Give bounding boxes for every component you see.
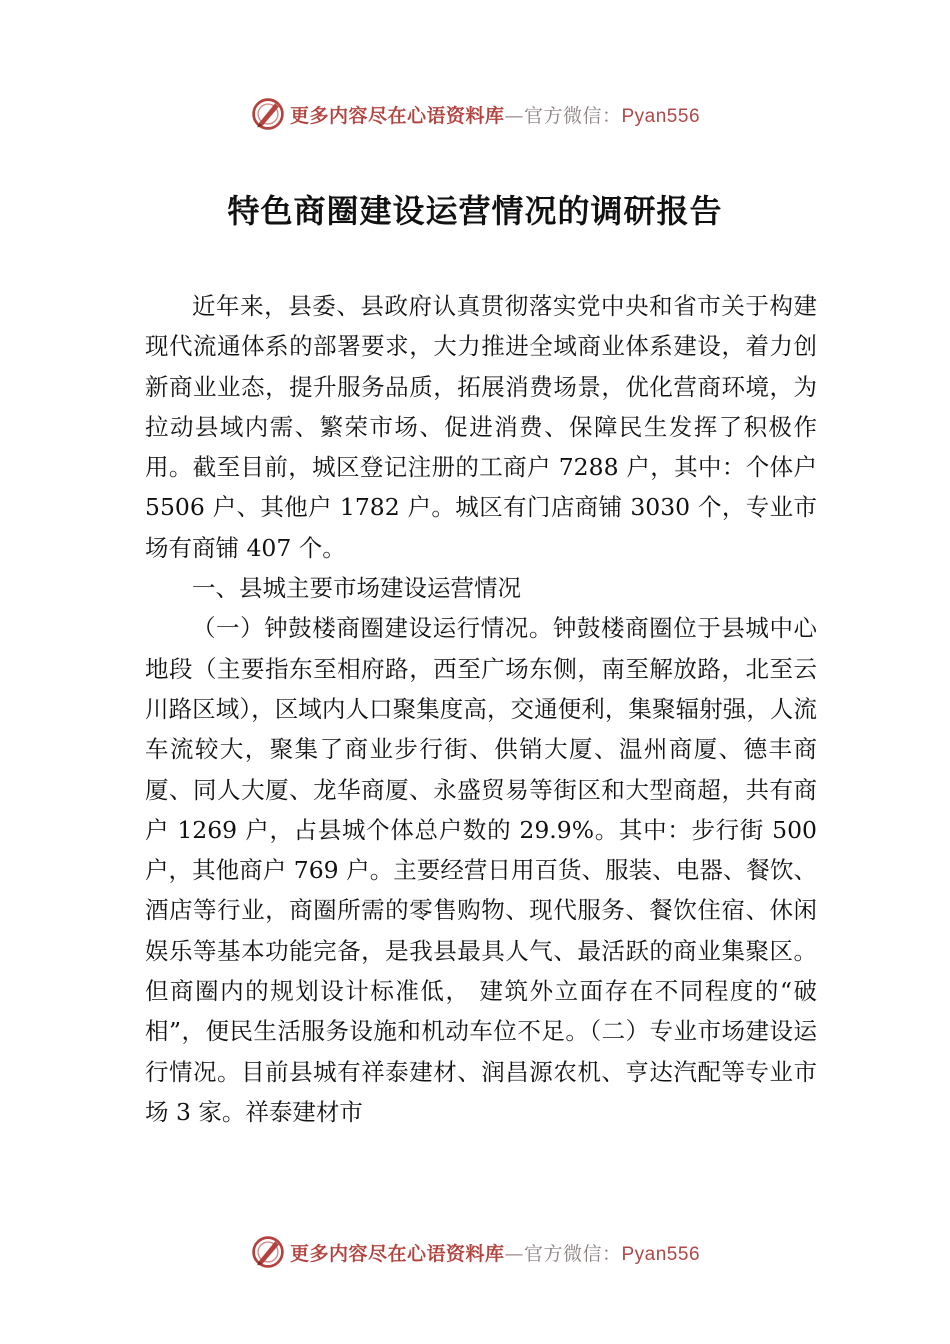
paragraph-intro: 近年来，县委、县政府认真贯彻落实党中央和省市关于构建现代流通体系的部署要求，大力推进全域商业体系建设，着力创新商业业态，提升服务品质，拓展消费场景，优化营商环境，为拉动县域内需、繁荣市场、促进消费、保障民生发挥了积极作用。截至目前，城区登记注册的工商户 7288 户，其中：个体户 5506 户、其他户 1782 户。城区有门店商铺 3030 个，专业市场有商铺 407 个。 bbox=[145, 292, 817, 562]
watermark-wechat-id: Pyan556 bbox=[621, 105, 701, 127]
watermark-separator: — bbox=[504, 104, 524, 127]
watermark-separator: — bbox=[504, 1242, 524, 1265]
watermark-wechat-id: Pyan556 bbox=[621, 1243, 701, 1265]
watermark-official-label: 官方微信： bbox=[523, 104, 622, 127]
pen-logo-icon bbox=[250, 96, 286, 132]
footer-watermark bbox=[0, 1232, 950, 1272]
watermark-official-label: 官方微信： bbox=[523, 1242, 622, 1265]
paragraph-zhonggulou: （一）钟鼓楼商圈建设运行情况。钟鼓楼商圈位于县城中心地段（主要指东至相府路，西至广场东侧，南至解放路，北至云川路区域），区域内人口聚集度高，交通便利，集聚辐射强，人流车流较大，聚集了商业步行街、供销大厦、温州商厦、德丰商厦、同人大厦、龙华商厦、永盛贸易等街区和大型商超，共有商户 1269 户，占县城个体总户数的 29.9%。其中：步行街 500 户，其他商户 769 户。主要经营日用百货、服装、电器、餐饮、酒店等行业，商圈所需的零售购物、现代服务、餐饮住宿、休闲娱乐等基本功能完备，是我县最具人气、最活跃的商业集聚区。但商圈内的规划设计标准低， 建筑外立面存在不同程度的“破相”，便民生活服务设施和机动车位不足。（二）专业市场建设运行情况。目前县城有祥泰建材、润昌源农机、亨达汽配等专业市场 3 家。祥泰建材市 bbox=[145, 614, 817, 1126]
document-title: 特色商圈建设运营情况的调研报告 bbox=[227, 192, 723, 230]
section-heading-1: 一、县城主要市场建设运营情况 bbox=[192, 574, 521, 603]
watermark-brand: 更多内容尽在心语资料库 bbox=[289, 104, 505, 127]
watermark-text bbox=[290, 101, 700, 128]
pen-logo-icon bbox=[250, 1234, 286, 1270]
header-watermark bbox=[0, 94, 950, 134]
document-body bbox=[145, 286, 817, 1132]
watermark-brand: 更多内容尽在心语资料库 bbox=[289, 1242, 505, 1265]
watermark-text bbox=[290, 1239, 700, 1266]
